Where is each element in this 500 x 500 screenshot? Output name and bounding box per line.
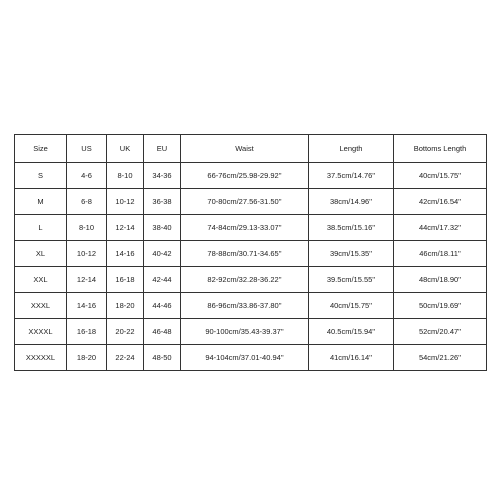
cell-us: 12-14: [67, 267, 107, 293]
cell-bottoms-length: 50cm/19.69'': [394, 293, 487, 319]
table-header-row: [15, 135, 487, 163]
cell-length: 38cm/14.96'': [309, 189, 394, 215]
cell-uk: 12-14: [107, 215, 144, 241]
cell-waist: 78-88cm/30.71-34.65'': [181, 241, 309, 267]
cell-size: XXL: [15, 267, 67, 293]
table-row: [15, 189, 487, 215]
table-row: [15, 215, 487, 241]
cell-eu: 48-50: [144, 345, 181, 371]
cell-size: S: [15, 163, 67, 189]
cell-bottoms-length: 44cm/17.32'': [394, 215, 487, 241]
cell-waist: 82-92cm/32.28-36.22'': [181, 267, 309, 293]
cell-size: XXXXXL: [15, 345, 67, 371]
cell-uk: 8-10: [107, 163, 144, 189]
cell-eu: 34-36: [144, 163, 181, 189]
cell-bottoms-length: 46cm/18.11'': [394, 241, 487, 267]
cell-bottoms-length: 52cm/20.47'': [394, 319, 487, 345]
table-row: [15, 319, 487, 345]
cell-size: XXXXL: [15, 319, 67, 345]
column-header-us: US: [67, 135, 107, 163]
cell-length: 39cm/15.35'': [309, 241, 394, 267]
column-header-bottoms-length: Bottoms Length: [394, 135, 487, 163]
cell-length: 39.5cm/15.55'': [309, 267, 394, 293]
cell-us: 6-8: [67, 189, 107, 215]
cell-bottoms-length: 42cm/16.54'': [394, 189, 487, 215]
table-row: [15, 241, 487, 267]
cell-length: 38.5cm/15.16'': [309, 215, 394, 241]
cell-uk: 18-20: [107, 293, 144, 319]
column-header-size: Size: [15, 135, 67, 163]
cell-uk: 20-22: [107, 319, 144, 345]
column-header-eu: EU: [144, 135, 181, 163]
cell-eu: 42-44: [144, 267, 181, 293]
cell-length: 40cm/15.75'': [309, 293, 394, 319]
cell-us: 14-16: [67, 293, 107, 319]
cell-us: 16-18: [67, 319, 107, 345]
cell-uk: 16-18: [107, 267, 144, 293]
cell-us: 8-10: [67, 215, 107, 241]
cell-us: 10-12: [67, 241, 107, 267]
cell-waist: 74-84cm/29.13-33.07'': [181, 215, 309, 241]
cell-uk: 10-12: [107, 189, 144, 215]
cell-size: XXXL: [15, 293, 67, 319]
cell-uk: 14-16: [107, 241, 144, 267]
cell-eu: 40-42: [144, 241, 181, 267]
cell-length: 41cm/16.14'': [309, 345, 394, 371]
cell-uk: 22-24: [107, 345, 144, 371]
cell-size: XL: [15, 241, 67, 267]
column-header-length: Length: [309, 135, 394, 163]
cell-bottoms-length: 48cm/18.90'': [394, 267, 487, 293]
table-row: [15, 293, 487, 319]
cell-length: 40.5cm/15.94'': [309, 319, 394, 345]
cell-waist: 94-104cm/37.01-40.94'': [181, 345, 309, 371]
column-header-uk: UK: [107, 135, 144, 163]
cell-eu: 38-40: [144, 215, 181, 241]
cell-waist: 66-76cm/25.98-29.92'': [181, 163, 309, 189]
table-row: [15, 267, 487, 293]
cell-eu: 36-38: [144, 189, 181, 215]
cell-bottoms-length: 54cm/21.26'': [394, 345, 487, 371]
table-row: [15, 345, 487, 371]
size-chart-table: [14, 134, 487, 371]
table-row: [15, 163, 487, 189]
cell-length: 37.5cm/14.76'': [309, 163, 394, 189]
cell-waist: 70-80cm/27.56-31.50'': [181, 189, 309, 215]
table-body: [15, 163, 487, 371]
cell-us: 18-20: [67, 345, 107, 371]
cell-waist: 90-100cm/35.43-39.37'': [181, 319, 309, 345]
cell-waist: 86-96cm/33.86-37.80'': [181, 293, 309, 319]
cell-eu: 46-48: [144, 319, 181, 345]
cell-size: M: [15, 189, 67, 215]
cell-bottoms-length: 40cm/15.75'': [394, 163, 487, 189]
cell-eu: 44-46: [144, 293, 181, 319]
column-header-waist: Waist: [181, 135, 309, 163]
cell-size: L: [15, 215, 67, 241]
cell-us: 4-6: [67, 163, 107, 189]
